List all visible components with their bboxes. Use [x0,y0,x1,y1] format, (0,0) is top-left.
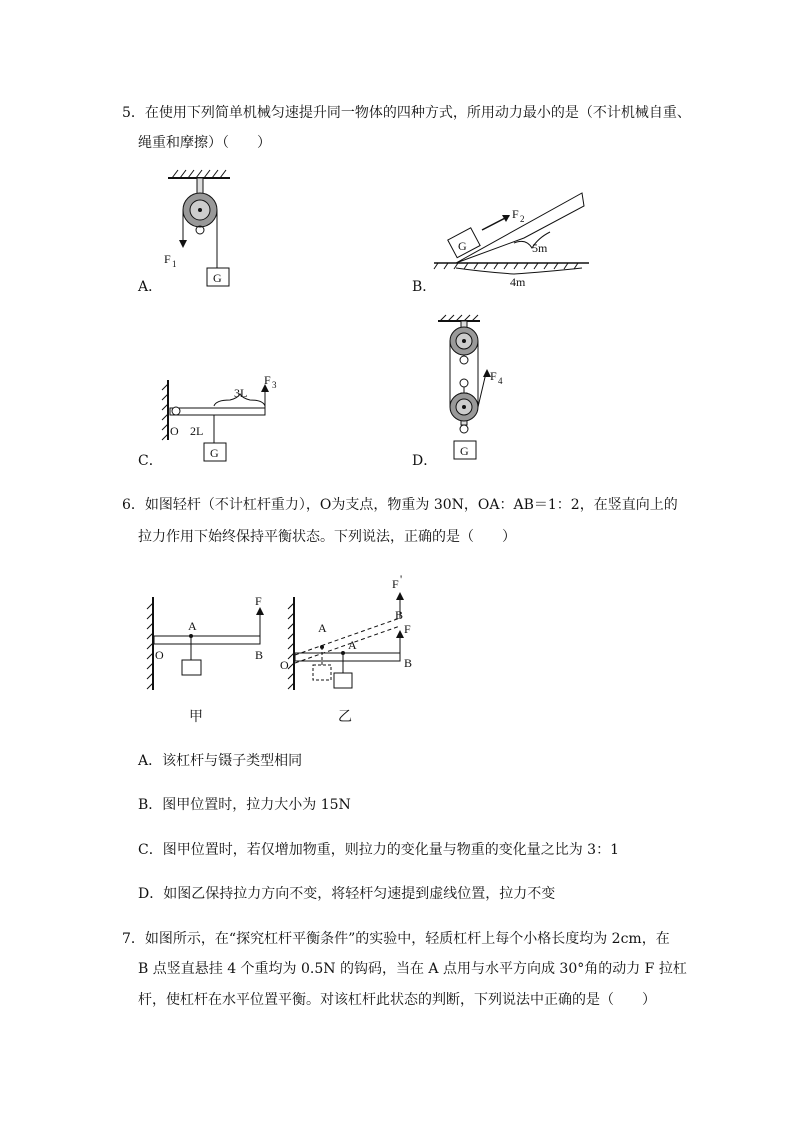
q6-stem-line2: 拉力作用下始终保持平衡状态。下列说法，正确的是（ ） [138,529,516,545]
q5-a-force: F [164,252,171,266]
q6-yi-force: F [404,622,411,636]
q7-stem-line2: B 点竖直悬挂 4 个重均为 0.5N 的钩码，当在 A 点用与水平方向成 30°角的动力 F 拉杠 [138,961,687,977]
q5-option-b: B． [412,279,437,295]
q5-option-d: D． [412,453,438,469]
q6-yi-a-lower: A [348,638,357,652]
q6-figure-jia [145,595,275,725]
q5-a-force-sub: 1 [172,259,177,269]
q5-b-force-sub: 2 [520,214,525,224]
q5-d-weight: G [460,444,469,458]
q6-yi-b-lower: B [404,656,413,670]
q5-option-a: A． [138,279,163,295]
q6-figure-yi [278,572,428,725]
q6-jia-a: A [188,619,197,633]
q5-b-weight: G [458,239,467,253]
q7-stem-line1: 7．如图所示，在“探究杠杆平衡条件”的实验中，轻质杠杆上每个小格长度均为 2cm，在 [122,931,670,947]
q5-figure-a [160,170,260,290]
q5-c-pivot: O [170,424,179,438]
q5-b-force: F [512,207,519,221]
q7-stem-line3: 杆，使杠杆在水平位置平衡。对该杠杆此状态的判断，下列说法中正确的是（ ） [138,992,656,1008]
q5-c-long: 3L [234,386,248,400]
q6-jia-caption: 甲 [189,710,203,725]
q5-figure-b [434,188,594,288]
q5-d-force-sub: 4 [498,376,503,386]
q6-yi-prime-mark: ' [400,572,403,586]
q6-option-a: A．该杠杆与镊子类型相同 [138,753,303,769]
q5-a-weight: G [213,271,222,285]
q5-d-force: F [490,369,497,383]
q6-stem-line1: 6．如图轻杆（不计杠杆重力），O为支点，物重为 30N，OA：AB＝1：2，在竖直向上的 [122,497,678,513]
q6-jia-b: B [255,648,264,662]
q6-yi-a-upper: A [318,621,327,635]
q5-c-short: 2L [190,424,204,438]
q6-yi-caption: 乙 [338,710,352,725]
q5-figure-c [150,370,290,466]
q5-stem-line1: 5．在使用下列简单机械匀速提升同一物体的四种方式，所用动力最小的是（不计机械自重、 [122,105,691,121]
q6-yi-o: O [280,658,289,672]
q5-b-base: 4m [510,275,526,289]
q6-option-c: C．图甲位置时，若仅增加物重，则拉力的变化量与物重的变化量之比为 3：1 [138,842,619,858]
q5-c-force: F [264,373,271,387]
q5-option-c: C． [138,453,163,469]
q5-c-weight: G [210,446,219,460]
q6-jia-force: F [255,594,262,608]
q6-yi-b-upper: B [395,608,404,622]
q6-yi-force-prime: F [392,577,399,591]
q6-option-d: D．如图乙保持拉力方向不变，将轻杆匀速提到虚线位置，拉力不变 [138,886,556,902]
q5-b-slope: 5m [532,241,548,255]
q5-c-force-sub: 3 [272,380,277,390]
q6-jia-o: O [155,648,164,662]
q5-stem-line2: 绳重和摩擦）（ ） [138,135,271,151]
q5-figure-d [430,315,530,465]
q6-option-b: B．图甲位置时，拉力大小为 15N [138,797,351,813]
